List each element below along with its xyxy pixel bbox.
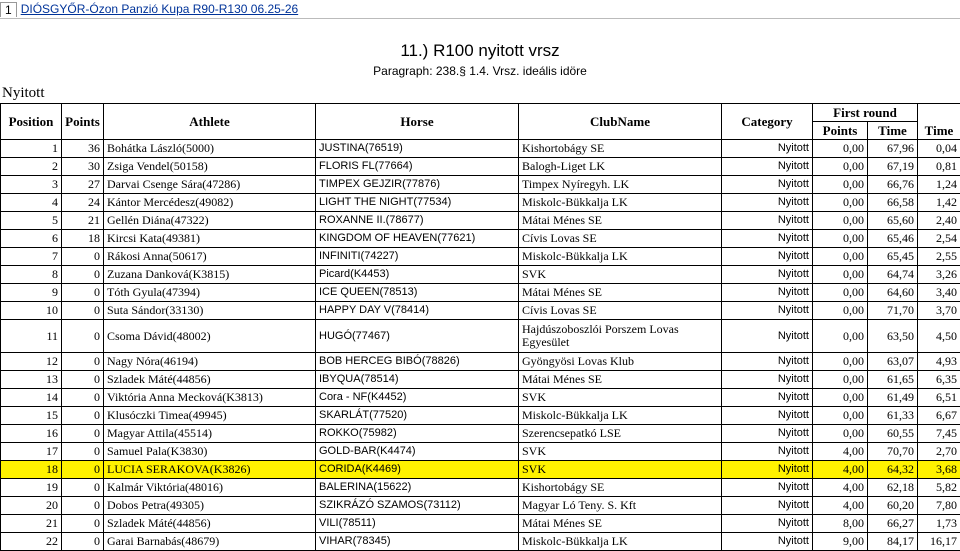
cell-category: Nyitott: [722, 248, 813, 266]
cell-club: Miskolc-Bükkalja LK: [519, 533, 722, 551]
cell-round-points: 0,00: [813, 266, 868, 284]
cell-points: 24: [62, 194, 104, 212]
cell-horse: ROXANNE II.(78677): [316, 212, 519, 230]
cell-time-diff: 4,93: [918, 353, 960, 371]
cell-athlete: Bohátka László(5000): [104, 140, 316, 158]
cell-round-points: 0,00: [813, 425, 868, 443]
cell-round-points: 0,00: [813, 284, 868, 302]
cell-round-points: 0,00: [813, 194, 868, 212]
cell-horse: TIMPEX GEJZIR(77876): [316, 176, 519, 194]
cell-category: Nyitott: [722, 284, 813, 302]
cell-category: Nyitott: [722, 533, 813, 551]
cell-athlete: Tóth Gyula(47394): [104, 284, 316, 302]
cell-category: Nyitott: [722, 320, 813, 353]
cell-category: Nyitott: [722, 407, 813, 425]
cell-club: Miskolc-Bükkalja LK: [519, 194, 722, 212]
cell-points: 0: [62, 371, 104, 389]
cell-athlete: Klusóczki Timea(49945): [104, 407, 316, 425]
cell-time-diff: 4,50: [918, 320, 960, 353]
cell-round-time: 66,27: [868, 515, 918, 533]
cell-points: 0: [62, 284, 104, 302]
cell-horse: CORIDA(K4469): [316, 461, 519, 479]
subheader-time-diff: Time: [918, 122, 960, 140]
subheader-time: Time: [868, 122, 918, 140]
cell-athlete: Gellén Diána(47322): [104, 212, 316, 230]
cell-club: Kishortobágy SE: [519, 140, 722, 158]
cell-horse: JUSTINA(76519): [316, 140, 519, 158]
cell-time-diff: 2,70: [918, 443, 960, 461]
cell-athlete: Zuzana Danková(K3815): [104, 266, 316, 284]
cell-horse: LIGHT THE NIGHT(77534): [316, 194, 519, 212]
cell-club: Magyar Ló Teny. S. Kft: [519, 497, 722, 515]
table-row: [1, 284, 960, 302]
cell-club: SVK: [519, 461, 722, 479]
cell-time-diff: 1,42: [918, 194, 960, 212]
sheet-tab[interactable]: [0, 0, 302, 18]
cell-round-time: 66,76: [868, 176, 918, 194]
cell-position: 10: [1, 302, 62, 320]
cell-round-points: 0,00: [813, 320, 868, 353]
header-athlete: Athlete: [104, 104, 316, 140]
table-row: [1, 371, 960, 389]
cell-category: Nyitott: [722, 353, 813, 371]
cell-athlete: Nagy Nóra(46194): [104, 353, 316, 371]
cell-club: Cívis Lovas SE: [519, 302, 722, 320]
cell-position: 9: [1, 284, 62, 302]
cell-round-points: 0,00: [813, 371, 868, 389]
table-row: [1, 212, 960, 230]
cell-category: Nyitott: [722, 212, 813, 230]
cell-position: 5: [1, 212, 62, 230]
cell-category: Nyitott: [722, 302, 813, 320]
cell-round-time: 65,45: [868, 248, 918, 266]
cell-position: 6: [1, 230, 62, 248]
cell-club: Gyöngyösi Lovas Klub: [519, 353, 722, 371]
cell-athlete: Garai Barnabás(48679): [104, 533, 316, 551]
cell-athlete: Samuel Pala(K3830): [104, 443, 316, 461]
cell-category: Nyitott: [722, 461, 813, 479]
cell-points: 0: [62, 407, 104, 425]
cell-round-time: 66,58: [868, 194, 918, 212]
table-row: [1, 497, 960, 515]
cell-round-time: 71,70: [868, 302, 918, 320]
header-first-round: First round: [813, 104, 918, 122]
cell-time-diff: 3,40: [918, 284, 960, 302]
table-row: [1, 140, 960, 158]
cell-time-diff: 3,26: [918, 266, 960, 284]
cell-time-diff: 3,68: [918, 461, 960, 479]
cell-round-time: 63,07: [868, 353, 918, 371]
cell-position: 17: [1, 443, 62, 461]
cell-horse: KINGDOM OF HEAVEN(77621): [316, 230, 519, 248]
cell-round-time: 84,17: [868, 533, 918, 551]
cell-club: Mátai Ménes SE: [519, 371, 722, 389]
cell-time-diff: 7,45: [918, 425, 960, 443]
cell-athlete: Kántor Mercédesz(49082): [104, 194, 316, 212]
cell-round-time: 64,60: [868, 284, 918, 302]
cell-points: 0: [62, 302, 104, 320]
table-row: [1, 248, 960, 266]
cell-horse: ICE QUEEN(78513): [316, 284, 519, 302]
cell-round-points: 0,00: [813, 212, 868, 230]
sheet-tab-number: 1: [0, 2, 17, 17]
cell-athlete: Szladek Máté(44856): [104, 515, 316, 533]
table-row: [1, 479, 960, 497]
cell-club: SVK: [519, 389, 722, 407]
cell-club: Miskolc-Bükkalja LK: [519, 248, 722, 266]
cell-club: Miskolc-Bükkalja LK: [519, 407, 722, 425]
cell-time-diff: 0,04: [918, 140, 960, 158]
cell-time-diff: 3,70: [918, 302, 960, 320]
cell-club: Hajdúszoboszlói Porszem Lovas Egyesület: [519, 320, 722, 353]
cell-horse: INFINITI(74227): [316, 248, 519, 266]
table-row: [1, 515, 960, 533]
cell-athlete: Magyar Attila(45514): [104, 425, 316, 443]
table-row: [1, 389, 960, 407]
cell-club: SVK: [519, 266, 722, 284]
cell-round-points: 0,00: [813, 302, 868, 320]
table-row: [1, 194, 960, 212]
cell-horse: IBYQUA(78514): [316, 371, 519, 389]
cell-category: Nyitott: [722, 443, 813, 461]
header-club: ClubName: [519, 104, 722, 140]
cell-athlete: LUCIA SERAKOVA(K3826): [104, 461, 316, 479]
header-row: [1, 104, 960, 122]
cell-club: Cívis Lovas SE: [519, 230, 722, 248]
section-label: Nyitott: [2, 85, 45, 102]
cell-position: 16: [1, 425, 62, 443]
cell-position: 12: [1, 353, 62, 371]
cell-position: 14: [1, 389, 62, 407]
cell-points: 0: [62, 353, 104, 371]
subheader-points: Points: [813, 122, 868, 140]
cell-horse: HUGÓ(77467): [316, 320, 519, 353]
cell-round-points: 0,00: [813, 353, 868, 371]
cell-round-points: 0,00: [813, 230, 868, 248]
cell-time-diff: 2,54: [918, 230, 960, 248]
cell-horse: Picard(K4453): [316, 266, 519, 284]
header-position: Position: [1, 104, 62, 140]
cell-position: 7: [1, 248, 62, 266]
cell-points: 0: [62, 461, 104, 479]
cell-points: 0: [62, 266, 104, 284]
cell-time-diff: 6,51: [918, 389, 960, 407]
table-row: [1, 158, 960, 176]
cell-athlete: Darvai Csenge Sára(47286): [104, 176, 316, 194]
cell-horse: SZIKRÁZÓ SZAMOS(73112): [316, 497, 519, 515]
cell-round-points: 0,00: [813, 176, 868, 194]
cell-club: Mátai Ménes SE: [519, 212, 722, 230]
table-row: [1, 407, 960, 425]
cell-category: Nyitott: [722, 266, 813, 284]
cell-points: 36: [62, 140, 104, 158]
cell-athlete: Viktória Anna Mecková(K3813): [104, 389, 316, 407]
cell-points: 0: [62, 443, 104, 461]
table-row: [1, 533, 960, 551]
cell-points: 0: [62, 389, 104, 407]
header-blank: [918, 104, 960, 122]
cell-horse: SKARLÁT(77520): [316, 407, 519, 425]
cell-round-time: 61,65: [868, 371, 918, 389]
competition-subtitle: Paragraph: 238.§ 1.4. Vrsz. ideális idöre: [0, 64, 960, 78]
sheet-tab-title[interactable]: DIÓSGYŐR-Ózon Panzió Kupa R90-R130 06.25-26: [17, 2, 302, 16]
cell-position: 4: [1, 194, 62, 212]
table-row: [1, 320, 960, 353]
cell-round-points: 0,00: [813, 140, 868, 158]
cell-category: Nyitott: [722, 194, 813, 212]
cell-round-points: 8,00: [813, 515, 868, 533]
cell-athlete: Kircsi Kata(49381): [104, 230, 316, 248]
cell-athlete: Szladek Máté(44856): [104, 371, 316, 389]
cell-round-time: 67,19: [868, 158, 918, 176]
cell-position: 2: [1, 158, 62, 176]
cell-round-time: 62,18: [868, 479, 918, 497]
cell-time-diff: 7,80: [918, 497, 960, 515]
cell-club: SVK: [519, 443, 722, 461]
cell-time-diff: 0,81: [918, 158, 960, 176]
cell-round-time: 60,20: [868, 497, 918, 515]
table-row: [1, 443, 960, 461]
cell-round-points: 4,00: [813, 461, 868, 479]
cell-horse: VILI(78511): [316, 515, 519, 533]
cell-round-points: 0,00: [813, 158, 868, 176]
cell-horse: GOLD-BAR(K4474): [316, 443, 519, 461]
cell-horse: ROKKO(75982): [316, 425, 519, 443]
cell-points: 0: [62, 515, 104, 533]
cell-time-diff: 6,35: [918, 371, 960, 389]
cell-position: 11: [1, 320, 62, 353]
cell-round-points: 4,00: [813, 443, 868, 461]
table-row: [1, 176, 960, 194]
cell-position: 19: [1, 479, 62, 497]
cell-points: 30: [62, 158, 104, 176]
table-row: [1, 461, 960, 479]
cell-club: Mátai Ménes SE: [519, 284, 722, 302]
cell-time-diff: 16,17: [918, 533, 960, 551]
cell-category: Nyitott: [722, 371, 813, 389]
cell-club: Szerencsepatkó LSE: [519, 425, 722, 443]
cell-athlete: Kalmár Viktória(48016): [104, 479, 316, 497]
cell-athlete: Zsiga Vendel(50158): [104, 158, 316, 176]
table-row: [1, 266, 960, 284]
cell-position: 21: [1, 515, 62, 533]
table-row: [1, 353, 960, 371]
cell-club: Balogh-Liget LK: [519, 158, 722, 176]
cell-points: 21: [62, 212, 104, 230]
cell-points: 0: [62, 425, 104, 443]
cell-round-time: 61,49: [868, 389, 918, 407]
cell-points: 0: [62, 479, 104, 497]
cell-category: Nyitott: [722, 497, 813, 515]
cell-position: 15: [1, 407, 62, 425]
cell-category: Nyitott: [722, 140, 813, 158]
cell-horse: BOB HERCEG BIBÓ(78826): [316, 353, 519, 371]
cell-position: 13: [1, 371, 62, 389]
cell-position: 22: [1, 533, 62, 551]
cell-horse: HAPPY DAY V(78414): [316, 302, 519, 320]
cell-horse: BALERINA(15622): [316, 479, 519, 497]
header-horse: Horse: [316, 104, 519, 140]
cell-category: Nyitott: [722, 389, 813, 407]
cell-round-time: 67,96: [868, 140, 918, 158]
cell-athlete: Suta Sándor(33130): [104, 302, 316, 320]
cell-time-diff: 2,55: [918, 248, 960, 266]
cell-category: Nyitott: [722, 479, 813, 497]
cell-round-time: 65,46: [868, 230, 918, 248]
cell-position: 1: [1, 140, 62, 158]
cell-round-time: 61,33: [868, 407, 918, 425]
cell-time-diff: 2,40: [918, 212, 960, 230]
cell-club: Kishortobágy SE: [519, 479, 722, 497]
header-category: Category: [722, 104, 813, 140]
cell-round-points: 0,00: [813, 407, 868, 425]
cell-club: Mátai Ménes SE: [519, 515, 722, 533]
cell-points: 0: [62, 497, 104, 515]
header-points: Points: [62, 104, 104, 140]
cell-time-diff: 1,24: [918, 176, 960, 194]
cell-round-points: 0,00: [813, 248, 868, 266]
table-row: [1, 425, 960, 443]
results-table: [0, 103, 960, 551]
cell-points: 27: [62, 176, 104, 194]
cell-athlete: Rákosi Anna(50617): [104, 248, 316, 266]
cell-position: 18: [1, 461, 62, 479]
cell-horse: FLORIS FL(77664): [316, 158, 519, 176]
cell-athlete: Csoma Dávid(48002): [104, 320, 316, 353]
table-row: [1, 302, 960, 320]
cell-position: 20: [1, 497, 62, 515]
cell-time-diff: 6,67: [918, 407, 960, 425]
cell-time-diff: 1,73: [918, 515, 960, 533]
cell-round-time: 64,74: [868, 266, 918, 284]
cell-horse: Cora - NF(K4452): [316, 389, 519, 407]
table-row: [1, 230, 960, 248]
cell-points: 0: [62, 533, 104, 551]
cell-round-time: 60,55: [868, 425, 918, 443]
cell-round-time: 70,70: [868, 443, 918, 461]
cell-round-points: 4,00: [813, 497, 868, 515]
cell-category: Nyitott: [722, 425, 813, 443]
cell-position: 8: [1, 266, 62, 284]
cell-category: Nyitott: [722, 176, 813, 194]
cell-category: Nyitott: [722, 230, 813, 248]
cell-time-diff: 5,82: [918, 479, 960, 497]
competition-title: 11.) R100 nyitott vrsz: [0, 41, 960, 61]
cell-round-time: 64,32: [868, 461, 918, 479]
cell-position: 3: [1, 176, 62, 194]
cell-round-points: 0,00: [813, 389, 868, 407]
cell-points: 0: [62, 320, 104, 353]
cell-round-points: 9,00: [813, 533, 868, 551]
cell-points: 0: [62, 248, 104, 266]
tab-divider: [0, 18, 960, 19]
cell-round-time: 63,50: [868, 320, 918, 353]
cell-points: 18: [62, 230, 104, 248]
cell-round-points: 4,00: [813, 479, 868, 497]
cell-category: Nyitott: [722, 515, 813, 533]
cell-horse: VIHAR(78345): [316, 533, 519, 551]
cell-club: Timpex Nyíregyh. LK: [519, 176, 722, 194]
cell-category: Nyitott: [722, 158, 813, 176]
cell-round-time: 65,60: [868, 212, 918, 230]
cell-athlete: Dobos Petra(49305): [104, 497, 316, 515]
